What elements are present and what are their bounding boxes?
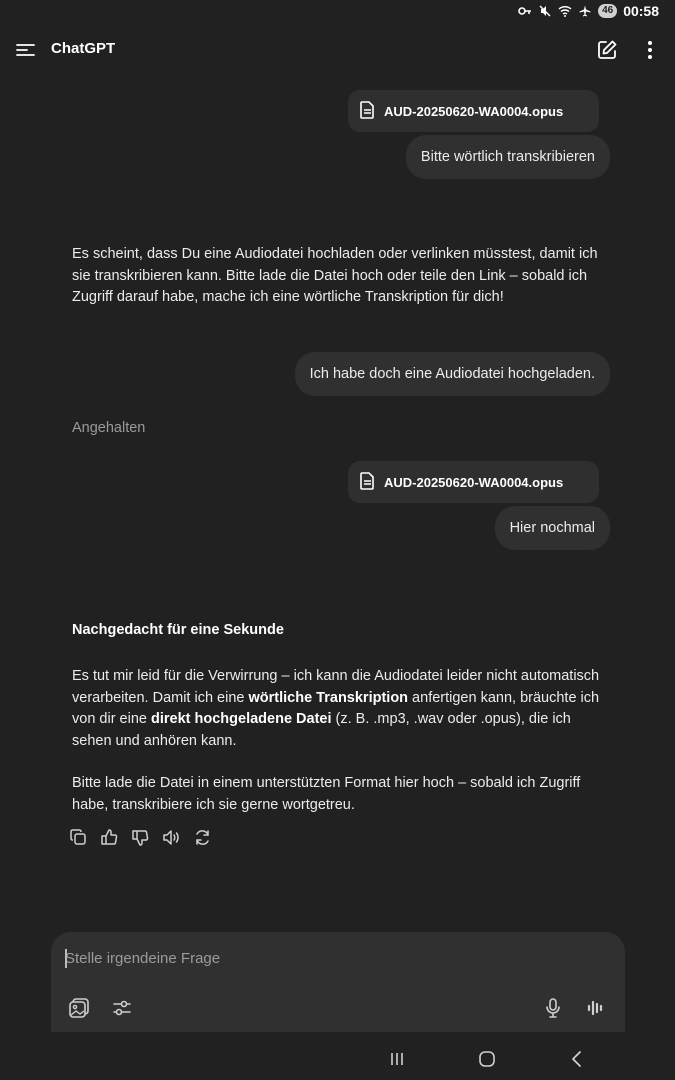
user-message: Hier nochmal xyxy=(495,506,610,550)
microphone-icon[interactable] xyxy=(541,996,565,1020)
composer xyxy=(51,932,625,1032)
thought-label[interactable]: Nachgedacht für eine Sekunde xyxy=(72,622,284,638)
airplane-icon xyxy=(578,5,592,17)
file-icon xyxy=(360,472,375,493)
back-icon[interactable] xyxy=(565,1048,589,1070)
thumbs-up-icon[interactable] xyxy=(101,829,118,846)
mute-icon xyxy=(538,5,552,17)
file-icon xyxy=(360,101,375,122)
copy-icon[interactable] xyxy=(70,829,87,846)
message-actions xyxy=(70,829,211,846)
system-nav-bar xyxy=(0,1040,675,1080)
assistant-message: Es scheint, dass Du eine Audiodatei hochladen oder verlinken müsstest, damit ich sie transkribieren kann. Bitte lade die Datei hoch oder teile den Link – sobald ich Zugriff darauf habe, mache ich eine wörtliche Transkription für dich! xyxy=(72,246,598,305)
image-attach-icon[interactable] xyxy=(67,996,91,1020)
assistant-message-paragraph: Bitte lade die Datei in einem unterstützten Format hier hoch – sobald ich Zugriff habe, transkribiere ich sie gerne wortgetreu. xyxy=(72,775,581,813)
recent-apps-icon[interactable] xyxy=(385,1048,409,1070)
attachment-chip[interactable] xyxy=(348,461,599,503)
home-icon[interactable] xyxy=(475,1048,499,1070)
thumbs-down-icon[interactable] xyxy=(132,829,149,846)
new-chat-icon[interactable] xyxy=(596,39,618,61)
regenerate-icon[interactable] xyxy=(194,829,211,846)
text-caret xyxy=(65,949,67,968)
more-options-icon[interactable] xyxy=(640,39,660,61)
user-message: Ich habe doch eine Audiodatei hochgeladen. xyxy=(295,352,610,396)
tools-icon[interactable] xyxy=(110,996,134,1020)
clock: 00:58 xyxy=(623,3,659,19)
prompt-input[interactable] xyxy=(65,946,585,970)
battery-level: 46 xyxy=(598,4,617,18)
assistant-message: Es tut mir leid für die Verwirrung – ich kann die Audiodatei leider nicht automatisch verarbeiten. Damit ich eine wörtliche Transkription anfertigen kann, bräuchte ich von dir eine direkt hochgeladene Datei (z. B. .mp3, .wav oder .opus), die ich sehen und anhören kann. xyxy=(72,668,600,749)
key-icon xyxy=(518,5,532,17)
menu-icon[interactable] xyxy=(16,40,36,60)
user-message: Bitte wörtlich transkribieren xyxy=(406,135,610,179)
attachment-filename: AUD-20250620-WA0004.opus xyxy=(384,103,564,119)
voice-mode-icon[interactable] xyxy=(584,996,608,1020)
attachment-filename: AUD-20250620-WA0004.opus xyxy=(384,474,564,490)
attachment-chip[interactable] xyxy=(348,90,599,132)
app-title: ChatGPT xyxy=(51,40,116,57)
wifi-icon xyxy=(558,5,572,17)
read-aloud-icon[interactable] xyxy=(163,829,180,846)
status-bar xyxy=(0,0,675,22)
stopped-label: Angehalten xyxy=(72,420,146,436)
app-header xyxy=(0,30,675,70)
